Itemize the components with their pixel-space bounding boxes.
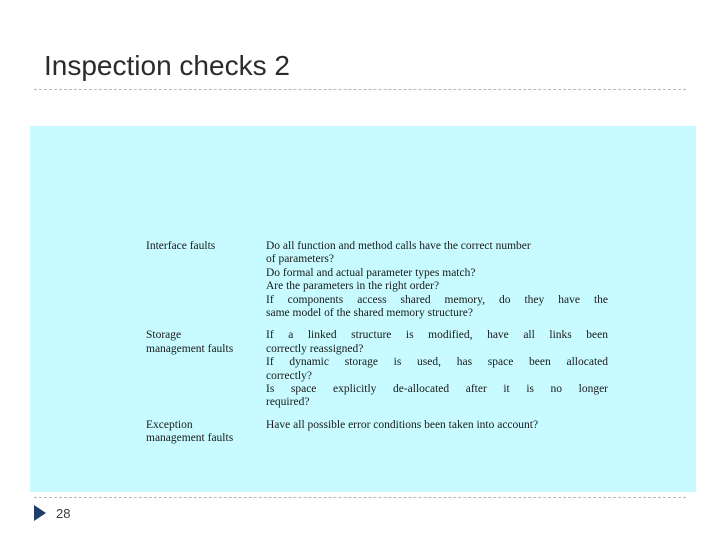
table-row-storage-management-faults <box>146 329 608 409</box>
row-label-line: Exception <box>146 418 193 431</box>
check-line: Are the parameters in the right order? <box>266 280 440 293</box>
row-checks <box>266 240 608 320</box>
table-row-exception-management-faults <box>146 419 608 446</box>
check-line: Do formal and actual parameter types match? <box>266 266 476 279</box>
check-line: of parameters? <box>266 253 335 266</box>
check-line: correctly? <box>266 369 312 382</box>
check-line: same model of the shared memory structure? <box>266 307 473 320</box>
page-number: 28 <box>56 505 71 521</box>
row-label <box>146 329 266 409</box>
inspection-checks-table <box>146 240 608 455</box>
row-label <box>146 240 266 320</box>
check-line: Is space explicitly de-allocated after it is no longer <box>266 383 608 396</box>
slide-title: Inspection checks 2 <box>44 50 290 81</box>
row-label-line: management faults <box>146 432 234 445</box>
row-checks <box>266 419 608 446</box>
footer-divider <box>34 497 686 498</box>
row-label-line: Storage <box>146 329 182 342</box>
check-line: If a linked structure is modified, have all links been <box>266 329 608 342</box>
row-label <box>146 419 266 446</box>
row-label-line: Interface faults <box>146 240 216 252</box>
check-line: required? <box>266 396 310 409</box>
row-checks <box>266 329 608 409</box>
check-line: Do all function and method calls have the correct number <box>266 240 531 252</box>
title-divider <box>34 89 686 90</box>
slide-footer <box>34 505 70 521</box>
check-line: Have all possible error conditions been taken into account? <box>266 418 539 431</box>
row-label-line: management faults <box>146 342 234 355</box>
check-line: correctly reassigned? <box>266 342 364 355</box>
check-line: If components access shared memory, do they have the <box>266 293 608 306</box>
table-row-interface-faults <box>146 240 608 320</box>
check-line: If dynamic storage is used, has space been allocated <box>266 356 608 369</box>
bullet-arrow-icon <box>34 505 46 521</box>
